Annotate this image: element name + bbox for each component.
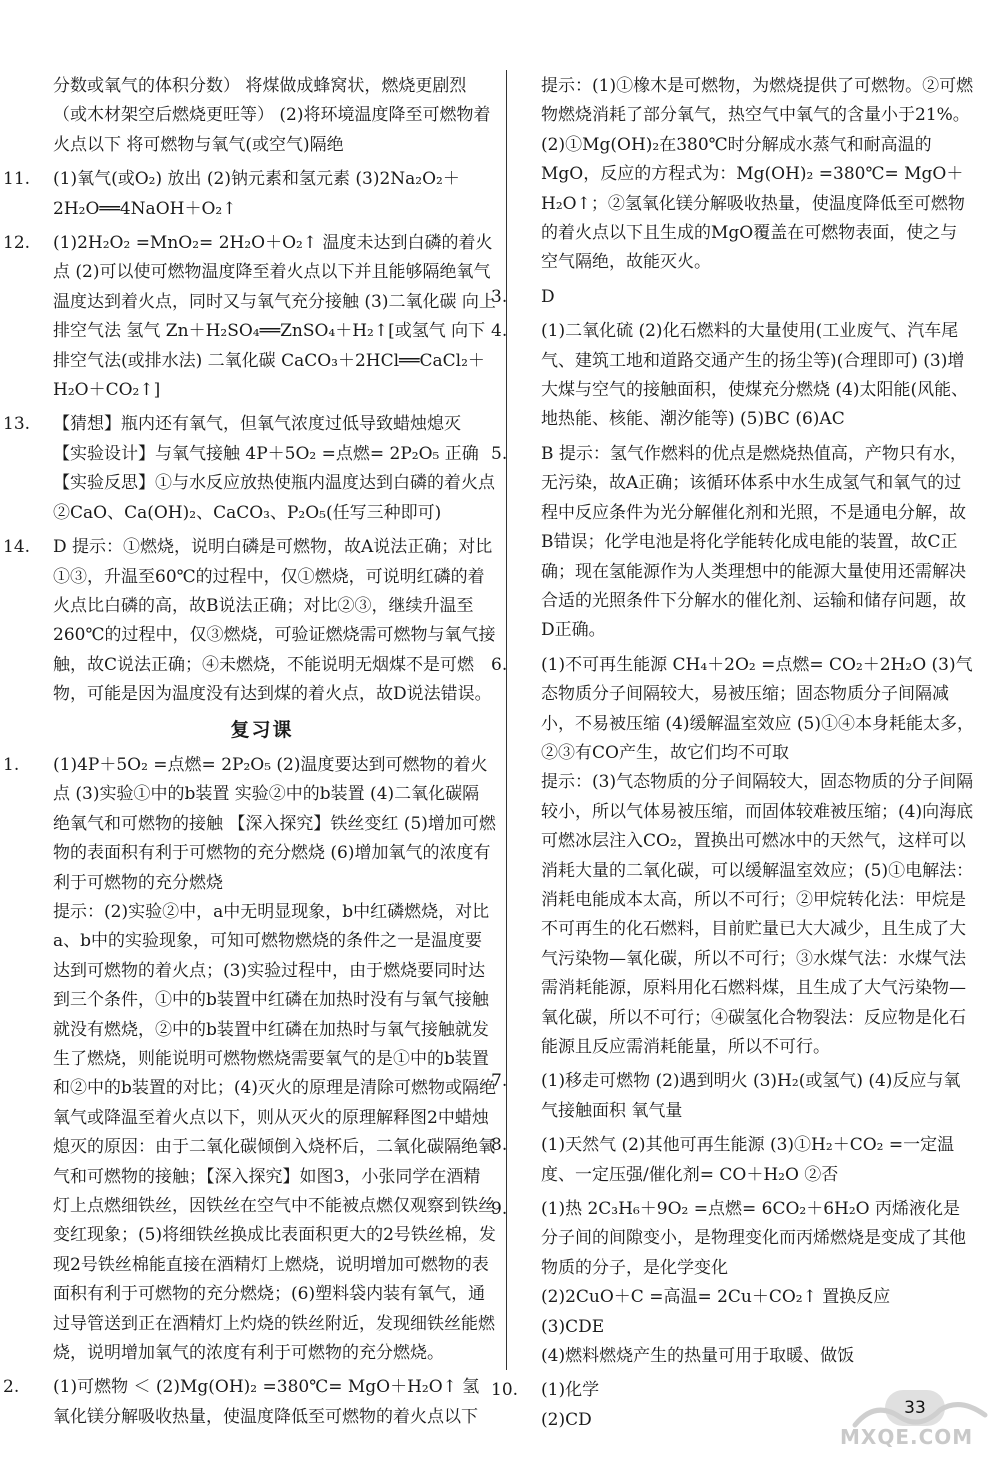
review-answer-3 [491, 283, 974, 312]
review-answer-9-part-4: (4)燃料燃烧产生的热量可用于取暖、做饭 [541, 1346, 855, 1367]
review-answer-2 [3, 1373, 496, 1432]
answer-number: 13. [3, 414, 31, 435]
section-title: 复习课 [230, 718, 294, 741]
answer-13 [3, 410, 496, 528]
answer-11 [3, 165, 496, 224]
answer-text: (1)2H₂O₂ =MnO₂= 2H₂O＋O₂↑ 温度未达到白磷的着火点 (2)可以使可燃物温度降至着火点以下并且能够隔绝氧气 温度达到着火点，同时又与氧气充分接触 (3)二氧化碳 向上排空气法 氢气 Zn＋H₂SO₄══ZnSO₄＋H₂↑[或氢气 向下排空气法(或排水法) 二氧化碳 CaCO₃＋2HCl══CaCl₂＋H₂O＋CO₂↑] [53, 233, 496, 401]
continued-answer: 分数或氧气的体积分数） 将煤做成蜂窝状，燃烧更剧烈（或木材架空后燃烧更旺等） (2)将环境温度降至可燃物着火点以下 将可燃物与氧气(或空气)隔绝 [53, 76, 491, 155]
review-answer-9-part-3: (3)CDE [541, 1316, 605, 1337]
answer-text: (1)不可再生能源 CH₄＋2O₂ =点燃= CO₂＋2H₂O (3)气态物质分子间隔较大，易被压缩；固态物质分子间隔减小，不易被压缩 (4)缓解温室效应 (5)①④本身耗能太多，②③有CO产生，故它们均不可取 [541, 654, 974, 763]
answer-text: (1)化学 [541, 1380, 600, 1401]
answer-number: 3. [491, 286, 508, 307]
answer-text: (1)移走可燃物 (2)遇到明火 (3)H₂(或氢气) (4)反应与氧气接触面积 氧气量 [541, 1071, 961, 1121]
answer-number: 10. [491, 1380, 519, 1401]
left-column [3, 72, 496, 1437]
answer-number: 14. [3, 537, 31, 558]
review-answer-9 [491, 1195, 974, 1283]
review-answer-5 [491, 440, 974, 646]
review-answer-1 [3, 751, 496, 898]
answer-text: D 提示：①燃烧，说明白磷是可燃物，故A说法正确；对比①③，升温至60℃的过程中，仅①燃烧，可说明红磷的着火点比白磷的高，故B说法正确；对比②③，继续升温至260℃的过程中，仅③燃烧，可验证燃烧需可燃物与氧气接触，故C说法正确；④未燃烧，不能说明无烟煤不是可燃物，可能是因为温度没有达到煤的着火点，故D说法错误。 [53, 537, 496, 705]
answer-text: (1)4P＋5O₂ =点燃= 2P₂O₅ (2)温度要达到可燃物的着火点 (3)实验①中的b装置 实验②中的b装置 (4)二氧化碳隔绝氧气和可燃物的接触 【深入探究】铁丝变红 (5)增加可燃物的表面积有利于可燃物的充分燃烧 (6)增加氧气的浓度有利于可燃物的充分燃烧 [53, 754, 496, 893]
answer-number: 6. [491, 654, 508, 675]
answer-number: 12. [3, 233, 31, 254]
review-answer-7 [491, 1067, 974, 1126]
review-answer-8 [491, 1131, 974, 1190]
answer-number: 1. [3, 754, 20, 775]
right-column [491, 72, 974, 1440]
answer-number: 7. [491, 1071, 508, 1092]
review-answer-2-hint: 提示：(1)①橡木是可燃物，为燃烧提供了可燃物。②可燃物燃烧消耗了部分氧气，热空气中氧气的含量小于21%。(2)①Mg(OH)₂在380℃时分解成水蒸气和耐高温的MgO，反应的方程式为：Mg(OH)₂ =380℃= MgO＋H₂O↑；②氢氧化镁分解吸收热量，使温度降低至可燃物的着火点以下且生成的MgO覆盖在可燃物表面，使之与空气隔绝，故能灭火。 [541, 76, 974, 273]
answer-number: 5. [491, 443, 508, 464]
review-answer-10-part-2: (2)CD [541, 1409, 592, 1430]
answer-text: (1)热 2C₃H₆＋9O₂ =点燃= 6CO₂＋6H₂O 丙烯液化是分子间的间隙变小，是物理变化而丙烯燃烧是变成了其他物质的分子，是化学变化 [541, 1199, 966, 1278]
page-number: 33 [885, 1390, 945, 1426]
answer-text: 【猜想】瓶内还有氧气，但氧气浓度过低导致蜡烛熄灭 【实验设计】与氧气接触 4P＋5O₂ =点燃= 2P₂O₅ 正确 【实验反思】①与水反应放热使瓶内温度达到白磷的着火点 ②CaO、Ca(OH)₂、CaCO₃、P₂O₅(任写三种即可) [53, 414, 495, 523]
answer-number: 11. [3, 169, 31, 190]
answer-number: 2. [3, 1377, 20, 1398]
review-answer-6-hint: 提示：(3)气态物质的分子间隔较大，固态物质的分子间隔较小，所以气体易被压缩，而固体较难被压缩；(4)向海底可燃冰层注入CO₂，置换出可燃冰中的天然气，这样可以消耗大量的二氧化碳，可以缓解温室效应；(5)①电解法：消耗电能成本太高，所以不可行；②甲烷转化法：甲烷是不可再生的化石燃料，目前贮量已大大减少，且生成了大气污染物—氧化碳，所以不可行；③水煤气法：水煤气法需消耗能源，原料用化石燃料煤，且生成了大气污染物—氧化碳，所以不可行；④碳氢化合物裂法：反应物是化石能源且反应需消耗能量，所以不可行。 [541, 772, 974, 1057]
watermark-text: MXQE.COM [840, 1425, 974, 1449]
answer-12 [3, 229, 496, 405]
review-answer-4 [491, 317, 974, 435]
review-answer-1-hint: 提示：(2)实验②中，a中无明显现象，b中红磷燃烧，对比a、b中的实验现象，可知可燃物燃烧的条件之一是温度要达到可燃物的着火点；(3)实验过程中，由于燃烧要同时达到三个条件，①中的b装置中红磷在加热时没有与氧气接触就没有燃烧，②中的b装置中红磷在加热时与氧气接触就发生了燃烧，则能说明可燃物燃烧需要氧气的是①中的b装置和②中的b装置的对比；(4)灭火的原理是清除可燃物或隔绝氧气或降温至着火点以下，则从灭火的原理解释图2中蜡烛熄灭的原因：由于二氧化碳倾倒入烧杯后，二氧化碳隔绝氧气和可燃物的接触；【深入探究】如图3，小张同学在酒精灯上点燃细铁丝，因铁丝在空气中不能被点燃仅观察到铁丝变红现象；(5)将细铁丝换成比表面积更大的2号铁丝棉，发现2号铁丝棉能直接在酒精灯上燃烧，说明增加可燃物的表面积有利于可燃物的充分燃烧；(6)塑料袋内装有氧气，通过导管送到正在酒精灯上灼烧的铁丝附近，发现细铁丝能燃烧，说明增加氧气的浓度有利于可燃物的充分燃烧。 [53, 901, 496, 1364]
answer-number: 4. [491, 321, 508, 342]
column-divider [506, 70, 507, 1370]
answer-text: (1)二氧化硫 (2)化石燃料的大量使用(工业废气、汽车尾气、建筑工地和道路交通产生的扬尘等)(合理即可) (3)增大煤与空气的接触面积，使煤充分燃烧 (4)太阳能(风能、地热能、核能、潮汐能等) (5)BC (6)AC [541, 321, 969, 430]
answer-14 [3, 533, 496, 709]
answer-text: (1)氧气(或O₂) 放出 (2)钠元素和氢元素 (3)2Na₂O₂＋2H₂O══4NaOH＋O₂↑ [53, 169, 460, 219]
review-answer-9-part-2: (2)2CuO＋C =高温= 2Cu＋CO₂↑ 置换反应 [541, 1287, 891, 1308]
answer-number: 9. [491, 1199, 508, 1220]
answer-text: B 提示：氢气作燃料的优点是燃烧热值高，产物只有水，无污染，故A正确；该循环体系中水生成氢气和氧气的过程中反应条件为光分解催化剂和光照，不是通电分解，故B错误；化学电池是将化学能转化成电能的装置，故C正确；现在氢能源作为人类理想中的能源大量使用还需解决合适的光照条件下分解水的催化剂、运输和储存问题，故D正确。 [541, 443, 967, 641]
answer-text: (1)可燃物 ＜ (2)Mg(OH)₂ =380℃= MgO＋H₂O↑ 氢氧化镁分解吸收热量，使温度降低至可燃物的着火点以下 [53, 1377, 480, 1427]
answer-text: (1)天然气 (2)其他可再生能源 (3)①H₂＋CO₂ =一定温度、一定压强/催化剂= CO＋H₂O ②否 [541, 1135, 955, 1185]
review-answer-6 [491, 651, 974, 769]
answer-text: D [541, 286, 555, 307]
answer-number: 8. [491, 1135, 508, 1156]
